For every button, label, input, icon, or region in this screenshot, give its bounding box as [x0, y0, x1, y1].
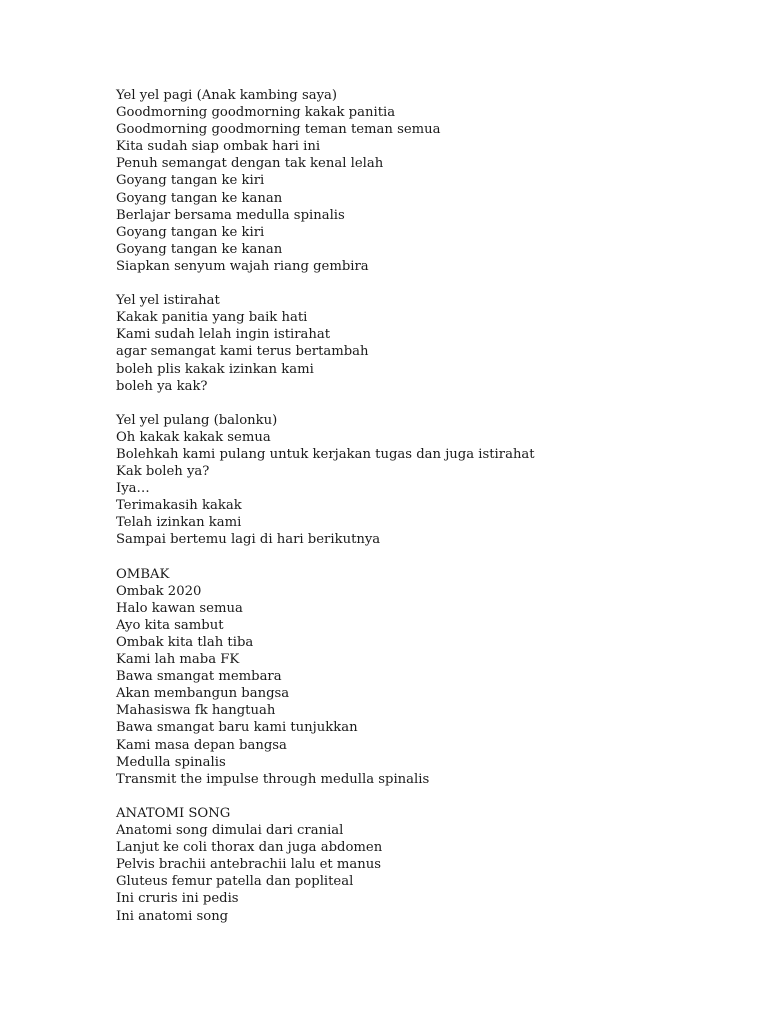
text-line: Ayo kita sambut [116, 617, 224, 633]
text-line: Goyang tangan ke kiri [116, 173, 265, 189]
text-line: Lanjut ke coli thorax dan juga abdomen [116, 840, 383, 856]
text-line: Penuh semangat dengan tak kenal lelah [116, 156, 384, 172]
text-line: Iya… [116, 481, 150, 497]
section-title: Yel yel pulang (balonku) [116, 412, 278, 428]
text-line: boleh plis kakak izinkan kami [116, 361, 314, 377]
section-yel-yel-pagi [116, 87, 736, 275]
text-line: Kak boleh ya? [116, 464, 210, 480]
section-title: Yel yel istirahat [116, 293, 220, 309]
section-title: Yel yel pagi (Anak kambing saya) [116, 88, 338, 103]
text-line: Kita sudah siap ombak hari ini [116, 139, 321, 155]
section-ombak [116, 566, 736, 788]
text-line: Anatomi song dimulai dari cranial [116, 823, 344, 839]
text-line: Akan membangun bangsa [116, 686, 290, 702]
text-line: Bawa smangat baru kami tunjukkan [116, 720, 358, 736]
text-line: Ini cruris ini pedis [116, 891, 239, 907]
text-line: Gluteus femur patella dan popliteal [116, 874, 354, 890]
text-line: Berlajar bersama medulla spinalis [116, 207, 345, 223]
text-line: Goyang tangan ke kanan [116, 241, 283, 257]
text-line: Goodmorning goodmorning kakak panitia [116, 105, 396, 121]
text-line: Bawa smangat membara [116, 669, 282, 685]
text-line: Kami sudah lelah ingin istirahat [116, 327, 331, 343]
text-line: Halo kawan semua [116, 600, 243, 616]
text-line: Kami lah maba FK [116, 652, 240, 668]
text-line: agar semangat kami terus bertambah [116, 344, 369, 360]
text-line: Sampai bertemu lagi di hari berikutnya [116, 532, 381, 548]
text-line: Siapkan senyum wajah riang gembira [116, 258, 369, 274]
section-yel-yel-istirahat [116, 292, 736, 395]
section-yel-yel-pulang [116, 412, 736, 549]
text-line: Oh kakak kakak semua [116, 429, 271, 445]
text-line: Kakak panitia yang baik hati [116, 310, 308, 326]
text-line: Ombak kita tlah tiba [116, 635, 254, 650]
text-line: Kami masa depan bangsa [116, 737, 287, 753]
text-line: Goodmorning goodmorning teman teman semua [116, 122, 441, 138]
text-line: Goyang tangan ke kiri [116, 224, 265, 240]
section-title: OMBAK [116, 566, 170, 582]
section-title: ANATOMI SONG [116, 805, 231, 821]
text-line: Goyang tangan ke kanan [116, 190, 283, 206]
text-line: Mahasiswa fk hangtuah [116, 703, 276, 719]
document-body [116, 87, 736, 925]
text-line: Telah izinkan kami [116, 515, 242, 531]
text-line: Transmit the impulse through medulla spinalis [116, 771, 430, 787]
text-line: boleh ya kak? [116, 378, 208, 394]
text-line: Medulla spinalis [116, 754, 226, 770]
text-line: Bolehkah kami pulang untuk kerjakan tugas dan juga istirahat [116, 446, 535, 462]
section-anatomi-song [116, 805, 736, 925]
text-line: Ombak 2020 [116, 583, 202, 599]
text-line: Terimakasih kakak [116, 498, 242, 514]
text-line: Pelvis brachii antebrachii lalu et manus [116, 857, 382, 873]
text-line: Ini anatomi song [116, 908, 229, 924]
